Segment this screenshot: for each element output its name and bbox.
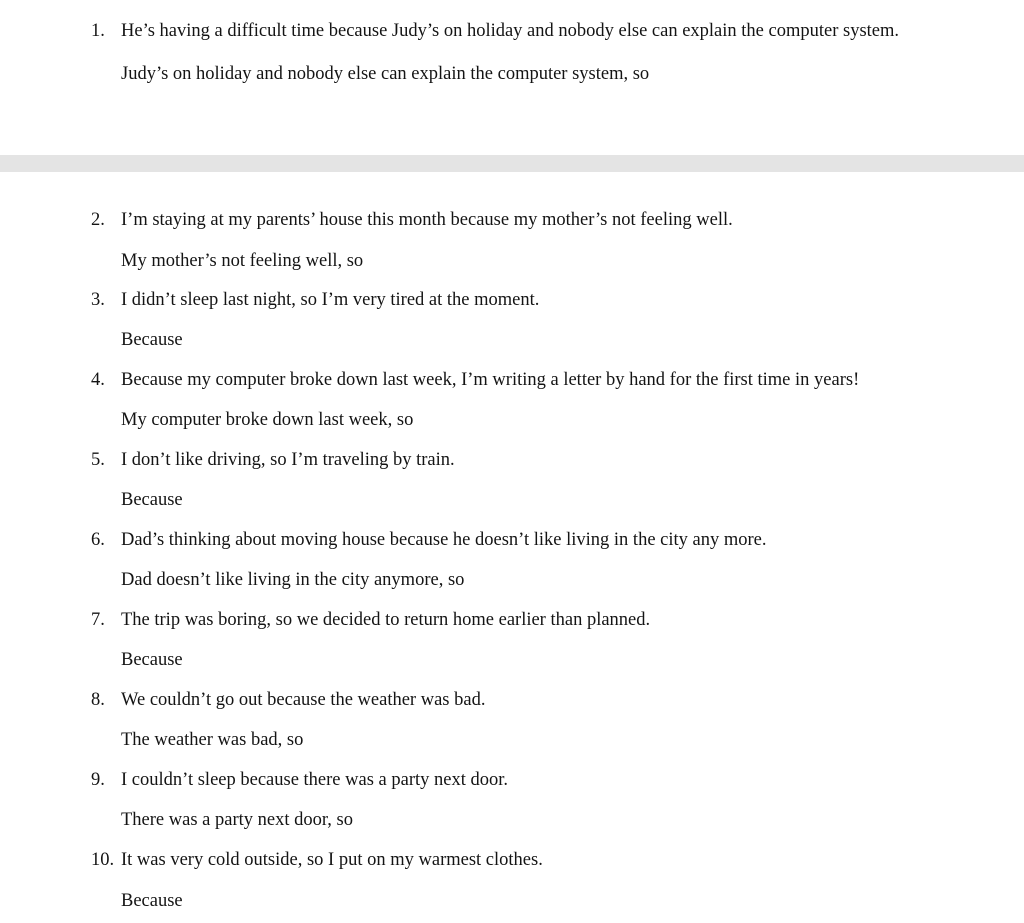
item-prompt: There was a party next door, so [121, 810, 353, 830]
item-number: 2. [91, 210, 105, 230]
item-sentence: I couldn’t sleep because there was a party next door. [121, 770, 508, 790]
item-sentence: I’m staying at my parents’ house this month because my mother’s not feeling well. [121, 210, 733, 230]
item-prompt: Because [121, 490, 183, 510]
item-prompt: Dad doesn’t like living in the city anymore, so [121, 570, 465, 590]
item-prompt: Because [121, 650, 183, 670]
item-sentence: Dad’s thinking about moving house because he doesn’t like living in the city any more. [121, 530, 767, 550]
item-prompt: My computer broke down last week, so [121, 410, 414, 430]
item-prompt: Because [121, 891, 183, 911]
item-sentence: I don’t like driving, so I’m traveling by train. [121, 450, 455, 470]
item-number: 10. [91, 850, 115, 870]
item-prompt: My mother’s not feeling well, so [121, 251, 364, 271]
item-sentence: Because my computer broke down last week, I’m writing a letter by hand for the first time in years! [121, 370, 860, 390]
item-prompt: Because [121, 330, 183, 350]
item-sentence: The trip was boring, so we decided to return home earlier than planned. [121, 610, 651, 630]
item-prompt: Judy’s on holiday and nobody else can explain the computer system, so [121, 64, 650, 84]
page-separator [0, 155, 1024, 172]
item-number: 9. [91, 770, 105, 790]
item-sentence: I didn’t sleep last night, so I’m very tired at the moment. [121, 290, 540, 310]
item-sentence: We couldn’t go out because the weather was bad. [121, 690, 486, 710]
item-number: 1. [91, 21, 105, 41]
item-number: 6. [91, 530, 105, 550]
item-number: 7. [91, 610, 105, 630]
item-sentence: It was very cold outside, so I put on my warmest clothes. [121, 850, 543, 870]
item-number: 3. [91, 290, 105, 310]
item-number: 8. [91, 690, 105, 710]
item-number: 4. [91, 370, 105, 390]
item-number: 5. [91, 450, 105, 470]
item-prompt: The weather was bad, so [121, 730, 304, 750]
item-sentence: He’s having a difficult time because Judy’s on holiday and nobody else can explain the computer system. [121, 21, 900, 41]
